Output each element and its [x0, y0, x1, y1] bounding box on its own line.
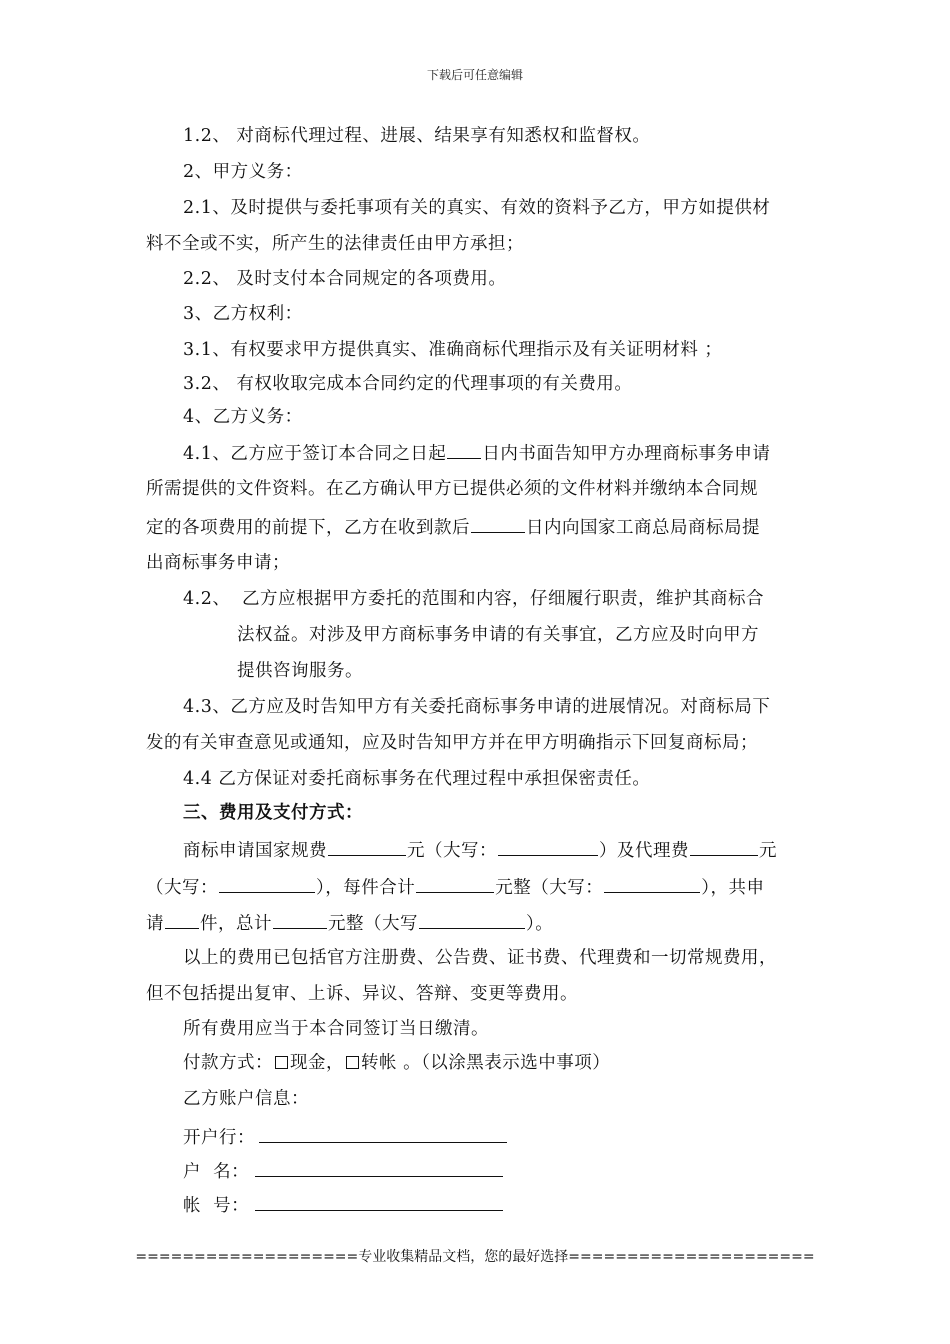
bank-label: 开户行： — [183, 1128, 255, 1148]
clause-4-1-text-b: 日内书面告知甲方办理商标事务申请 — [482, 444, 771, 464]
days-notice-blank[interactable] — [447, 440, 481, 459]
cash-label: 现金， — [290, 1053, 344, 1073]
agency-fee-caps-blank[interactable] — [219, 874, 315, 893]
clause-4-1-text-d: 日内向国家工商总局商标局提 — [526, 518, 760, 538]
clause-4-2-line3: 提供咨询服务。 — [237, 661, 363, 681]
fees-official-label: 商标申请国家规费 — [183, 841, 327, 861]
transfer-checkbox[interactable] — [346, 1056, 359, 1069]
days-filing-blank[interactable] — [471, 514, 525, 533]
account-info-heading: 乙方账户信息： — [183, 1089, 309, 1109]
grand-total-caps-blank[interactable] — [419, 910, 525, 929]
clause-4-2-line1: 乙方应根据甲方委托的范围和内容，仔细履行职责，维护其商标合 — [242, 589, 764, 609]
clause-3-2: 3.2、 有权收取完成本合同约定的代理事项的有关费用。 — [183, 374, 633, 394]
transfer-label: 转帐 。（以涂黑表示选中事项） — [361, 1053, 611, 1073]
fees-due-note: 所有费用应当于本合同签订当日缴清。 — [183, 1019, 489, 1039]
clause-4-3-line2: 发的有关审查意见或通知，应及时告知甲方并在甲方明确指示下回复商标局； — [146, 733, 758, 753]
fees-inclusion-line1: 以上的费用已包括官方注册费、公告费、证书费、代理费和一切常规费用， — [183, 948, 777, 968]
clause-4-1-line2: 所需提供的文件资料。在乙方确认甲方已提供必须的文件材料并缴纳本合同规 — [146, 479, 758, 499]
bank-field[interactable] — [259, 1122, 507, 1143]
agency-fee-blank[interactable] — [690, 837, 758, 856]
clause-4-1-text-c: 定的各项费用的前提下，乙方在收到款后 — [146, 518, 470, 538]
clause-1-2: 1.2、 对商标代理过程、进展、结果享有知悉权和监督权。 — [183, 126, 651, 146]
heading-party-b-rights: 3、乙方权利： — [183, 304, 303, 324]
cash-checkbox[interactable] — [275, 1056, 288, 1069]
fees-inclusion-line2: 但不包括提出复审、上诉、异议、答辩、变更等费用。 — [146, 984, 578, 1004]
per-item-total-blank[interactable] — [416, 874, 494, 893]
clause-4-3-line1: 4.3、乙方应及时告知甲方有关委托商标事务申请的进展情况。对商标局下 — [183, 697, 771, 717]
fees-end-label: ）。 — [526, 914, 554, 934]
account-name-field[interactable] — [255, 1156, 503, 1177]
clause-4-1-line4: 出商标事务申请； — [146, 553, 290, 573]
clause-4-2-number: 4.2、 — [183, 589, 231, 609]
clause-2-1-line1: 2.1、及时提供与委托事项有关的真实、有效的资料予乙方，甲方如提供材 — [183, 198, 771, 218]
account-name-row — [183, 1156, 503, 1184]
payment-method-line — [183, 1051, 610, 1075]
account-name-label: 户 名： — [183, 1162, 250, 1182]
grand-total-blank[interactable] — [273, 910, 327, 929]
payment-method-label: 付款方式： — [183, 1053, 273, 1073]
page-header: 下载后可任意编辑 — [426, 68, 523, 82]
fees-per-item-caps-label: 元整（大写： — [495, 878, 604, 898]
official-fee-caps-blank[interactable] — [498, 837, 598, 856]
heading-party-b-obligations: 4、乙方义务： — [183, 407, 303, 427]
official-fee-blank[interactable] — [328, 837, 406, 856]
per-item-caps-blank[interactable] — [604, 874, 700, 893]
account-number-label: 帐 号： — [183, 1196, 250, 1216]
fees-yuan-label: 元 — [759, 841, 777, 861]
item-count-blank[interactable] — [165, 910, 199, 929]
clause-4-1-line3 — [146, 514, 760, 540]
clause-3-1: 3.1、有权要求甲方提供真实、准确商标代理指示及有关证明材料 ； — [183, 340, 723, 360]
clause-2-2: 2.2、 及时支付本合同规定的各项费用。 — [183, 269, 507, 289]
fees-line3 — [146, 910, 553, 936]
clause-4-1-line1 — [183, 440, 770, 466]
fees-caps-label: 元（大写： — [407, 841, 497, 861]
fees-grand-caps-label: 元整（大写 — [328, 914, 418, 934]
clause-4-1-text-a: 4.1、乙方应于签订本合同之日起 — [183, 444, 447, 464]
fees-total-apply-label: ），共申 — [701, 878, 765, 898]
fees-line1 — [183, 837, 777, 863]
bank-row — [183, 1122, 507, 1150]
clause-4-2-line2: 法权益。对涉及甲方商标事务申请的有关事宜，乙方应及时向甲方 — [237, 625, 759, 645]
fees-line2 — [146, 874, 765, 900]
account-number-field[interactable] — [255, 1190, 503, 1211]
section-fees-heading: 三、费用及支付方式： — [183, 803, 363, 823]
fees-grand-total-label: 件，总计 — [200, 914, 272, 934]
clause-2-1-line2: 料不全或不实，所产生的法律责任由甲方承担； — [146, 234, 524, 254]
heading-party-a-obligations: 2、甲方义务： — [183, 162, 303, 182]
fees-agency-label: ）及代理费 — [599, 841, 689, 861]
page-footer: ===================专业收集精品文档，您的最好选择===================== — [135, 1249, 815, 1265]
fees-caps-label-2: （大写： — [146, 878, 218, 898]
fees-apply-label: 请 — [146, 914, 164, 934]
account-number-row — [183, 1190, 503, 1218]
fees-per-item-label: ），每件合计 — [316, 878, 416, 898]
clause-4-4: 4.4 乙方保证对委托商标事务在代理过程中承担保密责任。 — [183, 769, 651, 789]
